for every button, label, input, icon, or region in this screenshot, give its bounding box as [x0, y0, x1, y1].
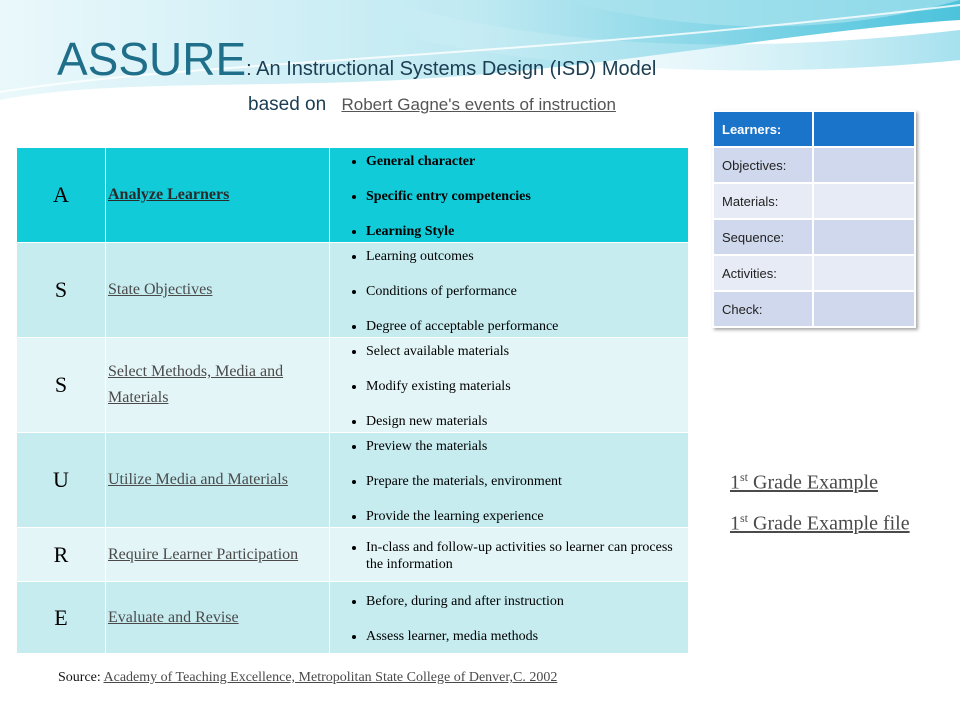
step-link-utilize-media[interactable]: Utilize Media and Materials	[108, 471, 288, 488]
table-row	[17, 528, 689, 582]
step-items	[330, 591, 688, 645]
plan-label: Check:	[713, 291, 813, 327]
table-row	[17, 338, 689, 433]
step-items	[330, 341, 688, 430]
list-item: • Learning Style	[366, 205, 688, 240]
step-link-state-objectives[interactable]: State Objectives	[108, 281, 213, 298]
step-items	[330, 151, 688, 240]
source-citation	[58, 670, 557, 686]
step-link-require-participation[interactable]: Require Learner Participation	[108, 545, 299, 563]
step-letter: S	[17, 338, 106, 433]
plan-label: Activities:	[713, 255, 813, 291]
title-acronym: ASSURE	[57, 33, 247, 85]
first-grade-example-file-link[interactable]: 1st Grade Example file	[730, 511, 910, 535]
step-items	[330, 537, 688, 573]
page-title	[57, 32, 656, 86]
list-item: • Assess learner, media methods	[366, 610, 688, 645]
subtitle-prefix: based on	[248, 94, 327, 115]
plan-label: Materials:	[713, 183, 813, 219]
assure-table	[16, 147, 689, 654]
step-letter: E	[17, 582, 106, 654]
list-item: • Degree of acceptable performance	[366, 300, 688, 335]
table-row	[713, 291, 915, 327]
plan-value-cell	[813, 291, 915, 327]
list-item: • Preview the materials	[366, 436, 688, 455]
table-row	[17, 433, 689, 528]
table-row	[713, 219, 915, 255]
step-letter: S	[17, 243, 106, 338]
step-items	[330, 246, 688, 335]
plan-label: Sequence:	[713, 219, 813, 255]
step-items	[330, 436, 688, 525]
plan-label: Learners:	[713, 111, 813, 147]
gagne-events-link[interactable]: Robert Gagne's events of instruction	[341, 95, 616, 114]
list-item: • Prepare the materials, environment	[366, 455, 688, 490]
list-item: • Conditions of performance	[366, 265, 688, 300]
table-row	[713, 111, 915, 147]
table-row	[713, 255, 915, 291]
list-item: • General character	[366, 151, 688, 170]
step-link-select-methods[interactable]: Select Methods, Media and Materials	[108, 363, 284, 406]
source-label: Source:	[58, 670, 104, 685]
page-subtitle	[248, 94, 616, 116]
first-grade-example-link[interactable]: 1st Grade Example	[730, 470, 878, 494]
table-row	[17, 582, 689, 654]
step-link-evaluate-revise[interactable]: Evaluate and Revise	[108, 608, 239, 626]
list-item: • Modify existing materials	[366, 360, 688, 395]
plan-value-cell	[813, 111, 915, 147]
list-item: • Select available materials	[366, 341, 688, 360]
list-item: • Learning outcomes	[366, 246, 688, 265]
list-item: • Specific entry competencies	[366, 170, 688, 205]
source-link[interactable]: Academy of Teaching Excellence, Metropolitan State College of Denver,C. 2002	[103, 670, 558, 685]
lesson-plan-table	[712, 110, 916, 328]
table-row	[17, 148, 689, 243]
step-link-analyze-learners[interactable]: Analyze Learners	[108, 186, 230, 203]
plan-value-cell	[813, 219, 915, 255]
plan-value-cell	[813, 147, 915, 183]
table-row	[713, 147, 915, 183]
step-letter: A	[17, 148, 106, 243]
plan-value-cell	[813, 183, 915, 219]
plan-value-cell	[813, 255, 915, 291]
list-item: • Design new materials	[366, 395, 688, 430]
step-letter: U	[17, 433, 106, 528]
title-description: : An Instructional Systems Design (ISD) Model	[246, 58, 657, 80]
table-row	[17, 243, 689, 338]
list-item: • Provide the learning experience	[366, 490, 688, 525]
list-item: • In-class and follow-up activities so learner can process the information	[366, 537, 688, 573]
table-row	[713, 183, 915, 219]
plan-label: Objectives:	[713, 147, 813, 183]
list-item: • Before, during and after instruction	[366, 591, 688, 610]
step-letter: R	[17, 528, 106, 582]
